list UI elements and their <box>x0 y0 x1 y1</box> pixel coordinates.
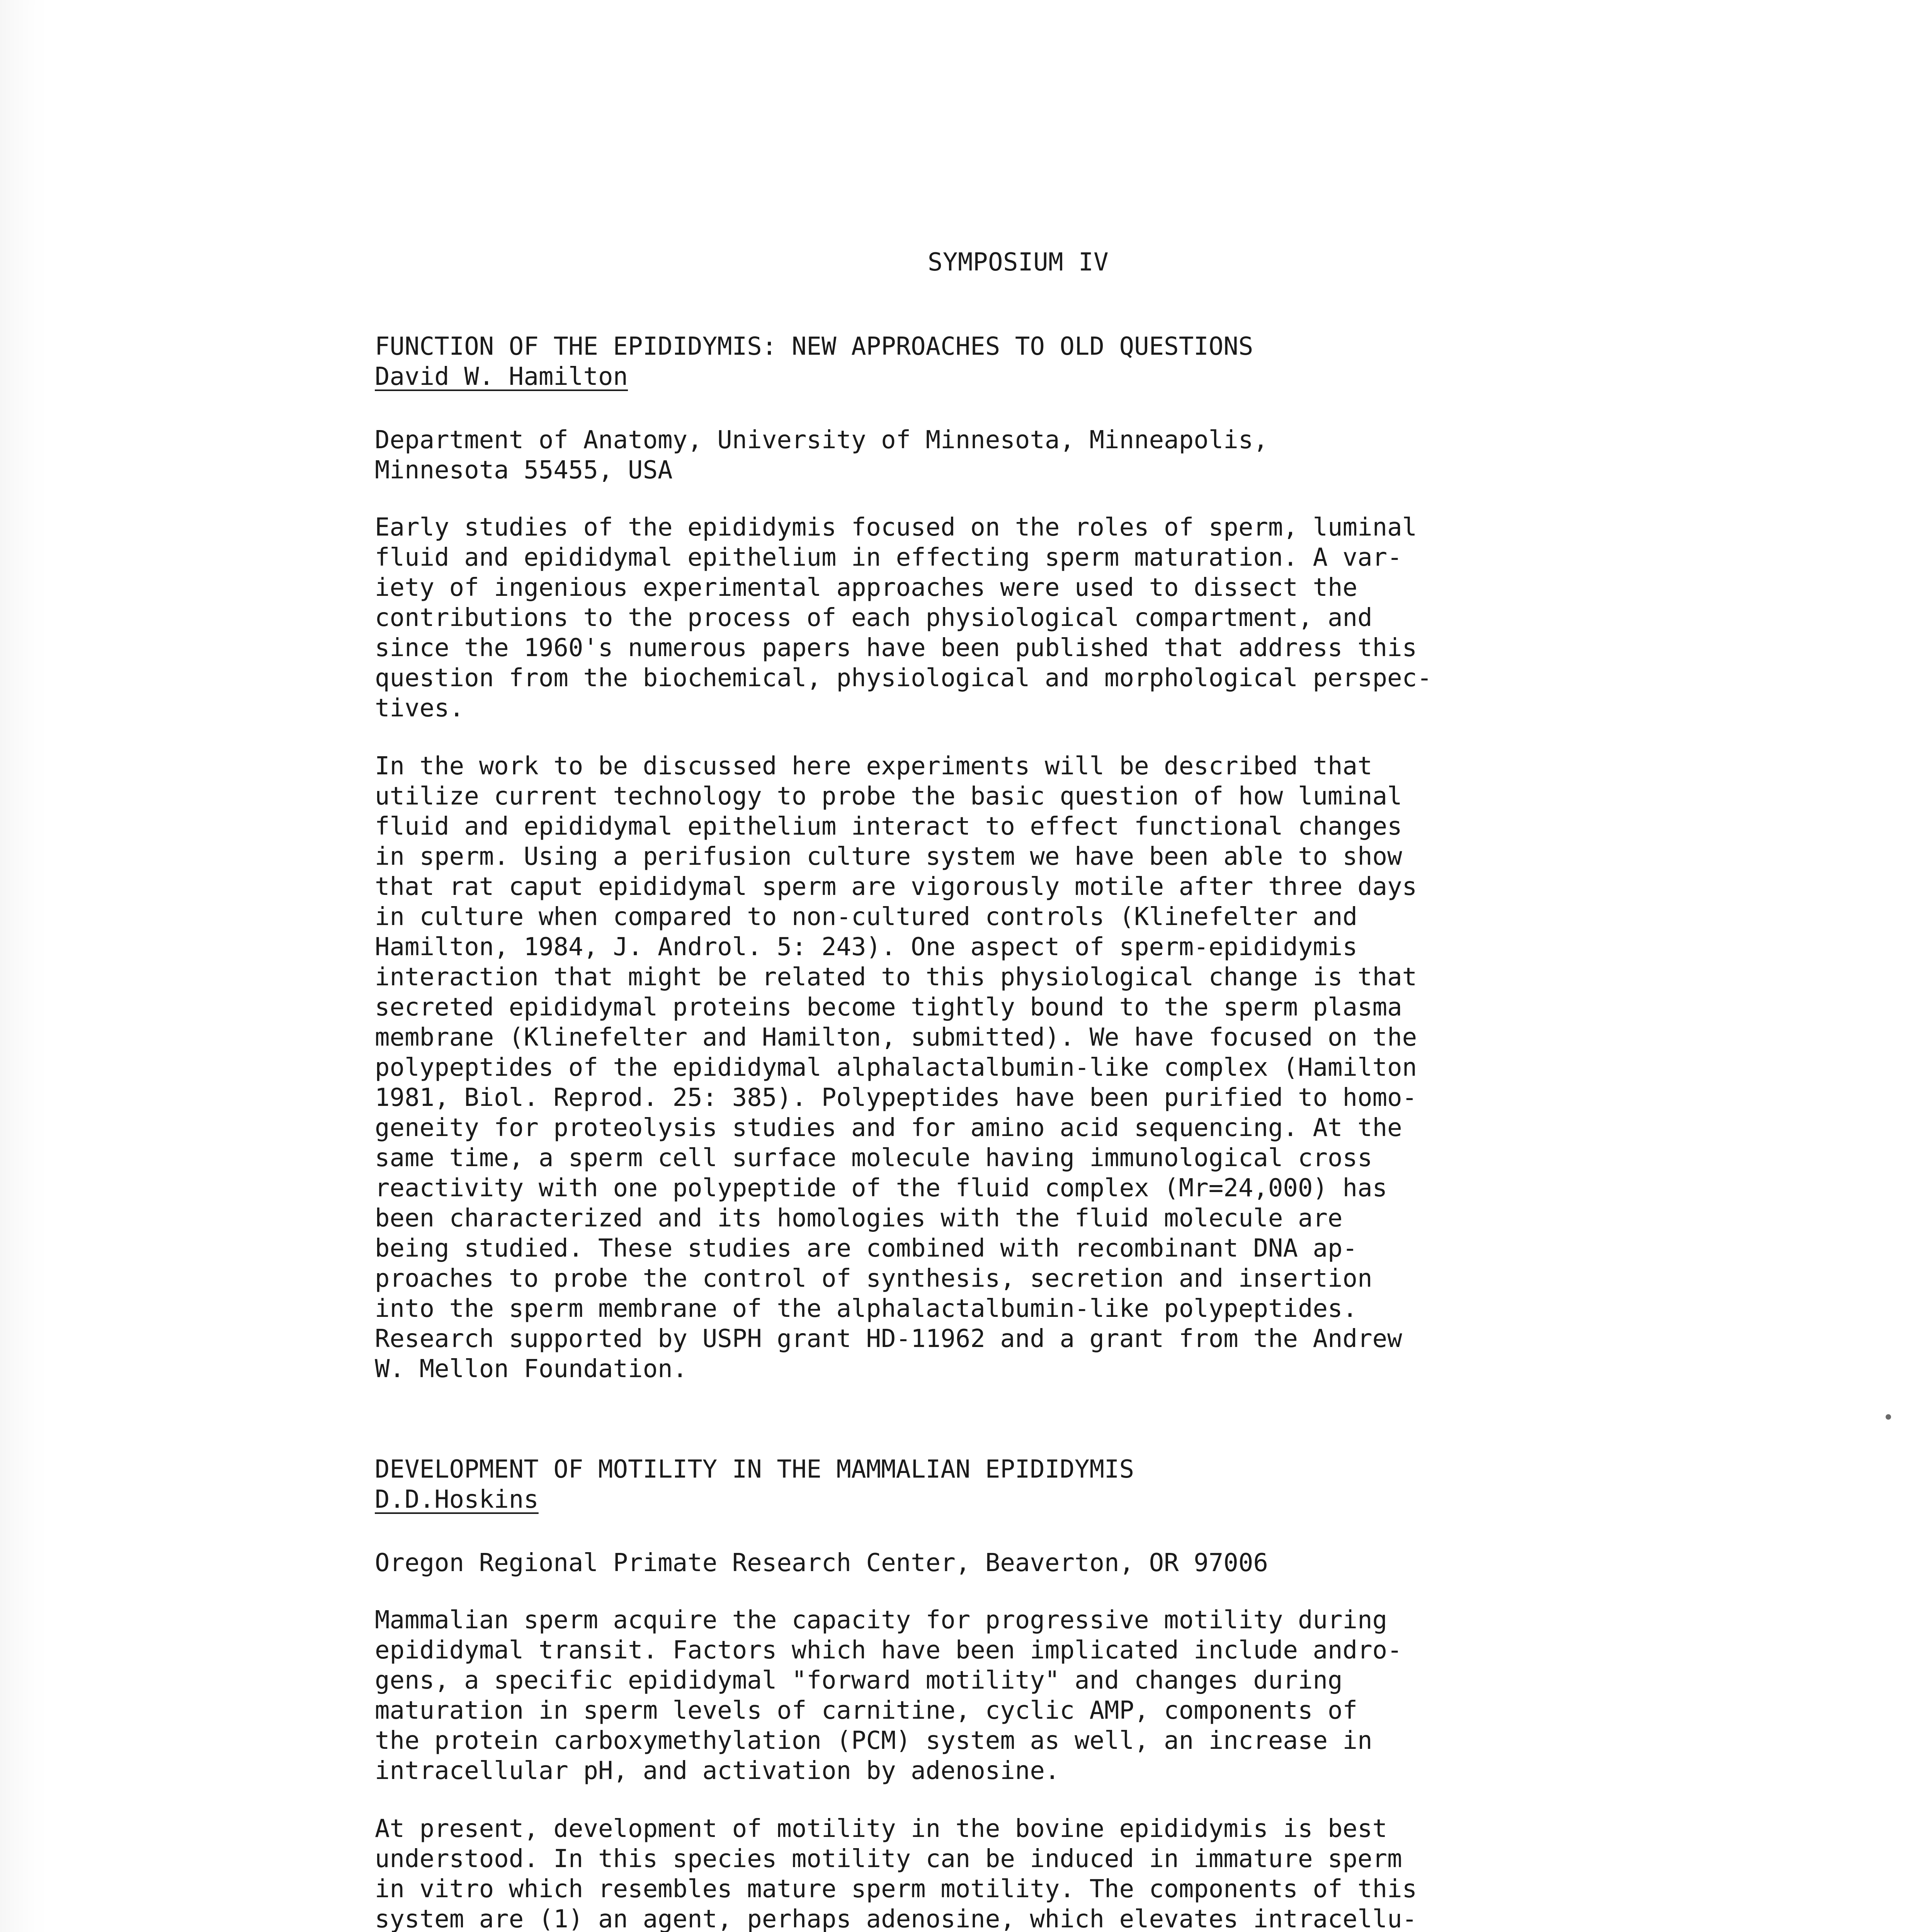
page-content <box>375 247 1662 1932</box>
section-2-paragraph-2: At present, development of motility in the bovine epididymis is best understood. In this species motility can be induced in immature sperm in vitro which resembles mature sperm motility. The components of this system are (1) an agent, perhaps adenosine, which elevates intracellu- <box>375 1815 1417 1932</box>
section-2-paragraph-1: Mammalian sperm acquire the capacity for progressive motility during epididymal transit. Factors which have been implicated include andro- gens, a specific epididymal "forward motility" and changes during maturation in sperm levels of carnitine, cyclic AMP, components of the protein carboxymethylation (PCM) system as well, an increase in intracellular pH, and activation by adenosine. <box>375 1606 1402 1785</box>
section-2-affiliation: Oregon Regional Primate Research Center, Beaverton, OR 97006 <box>375 1549 1268 1577</box>
section-1-author: David W. Hamilton <box>375 362 628 391</box>
section-2-title: DEVELOPMENT OF MOTILITY IN THE MAMMALIAN EPIDIDYMIS <box>375 1455 1134 1484</box>
section-1-paragraph-2: In the work to be discussed here experiments will be described that utilize current technology to probe the basic question of how luminal fluid and epididymal epithelium interact to effect functional changes in sperm. Using a perifusion culture system we have been able to show that rat caput epididymal sperm are vigorously motile after three days in culture when compared to non-cultured controls (Klinefelter and Hamilton, 1984, J. Androl. 5: 243). One aspect of sperm-epididymis interaction that might be related to this physiological change is that secreted epididymal proteins become tightly bound to the sperm plasma membrane (Klinefelter and Hamilton, submitted). We have focused on the polypeptides of the epididymal alphalactalbumin-like complex (Hamilton 1981, Biol. Reprod. 25: 385). Polypeptides have been purified to homo- geneity for proteolysis studies and for amino acid sequencing. At the same time, a sperm cell surface molecule having immunological cross reactivity with one polypeptide of the fluid complex (Mr=24,000) has been characterized and its homologies with the fluid molecule are being studied. These studies are combined with recombinant DNA ap- proaches to probe the control of synthesis, secretion and insertion into the sperm membrane of the alphalactalbumin-like polypeptides. Research supported by USPH grant HD-11962 and a grant from the Andrew W. Mellon Foundation. <box>375 752 1417 1383</box>
section-1-affiliation: Department of Anatomy, University of Minnesota, Minneapolis, Minnesota 55455, USA <box>375 426 1268 485</box>
section-1-title: FUNCTION OF THE EPIDIDYMIS: NEW APPROACHES TO OLD QUESTIONS <box>375 332 1253 361</box>
stray-ink-mark <box>1886 1414 1891 1420</box>
symposium-heading: SYMPOSIUM IV <box>927 248 1109 277</box>
section-spacer <box>375 1412 1662 1454</box>
section-2-author: D.D.Hoskins <box>375 1485 539 1514</box>
abstract-section-1 <box>375 332 1662 1384</box>
abstract-section-2 <box>375 1454 1662 1932</box>
section-1-paragraph-1: Early studies of the epididymis focused on the roles of sperm, luminal fluid and epididymal epithelium in effecting sperm maturation. A var- iety of ingenious experimental approaches were used to dissect the contributions to the process of each physiological compartment, and since the 1960's numerous papers have been published that address this question from the biochemical, physiological and morphological perspec- tives. <box>375 513 1432 723</box>
